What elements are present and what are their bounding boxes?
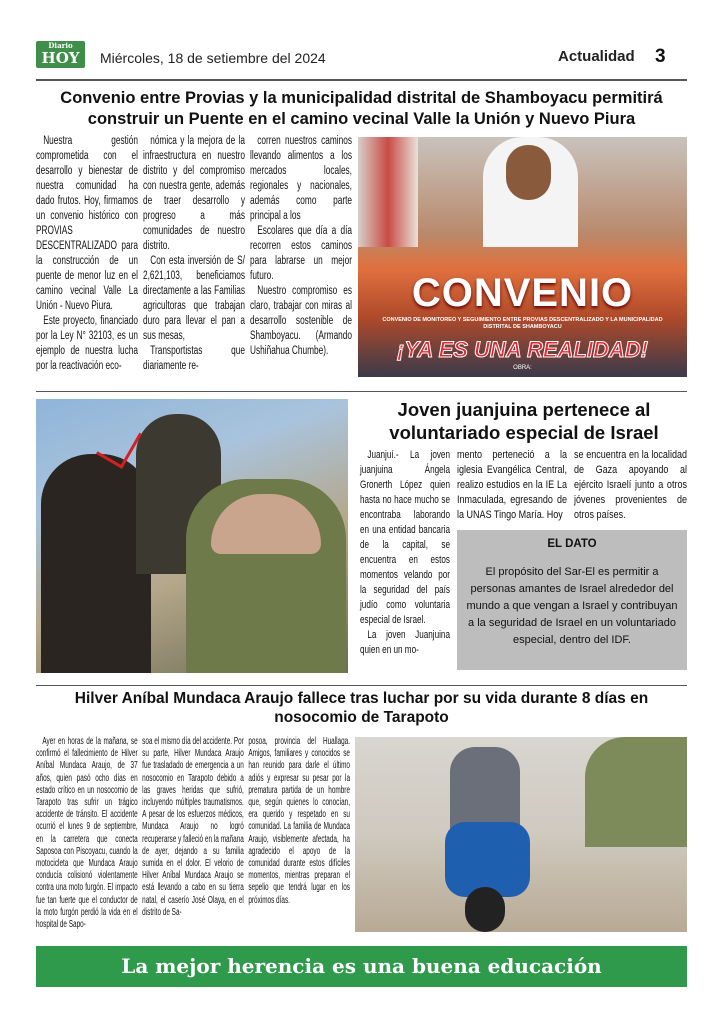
article1-col1 bbox=[36, 134, 138, 374]
article1-headline-box bbox=[36, 88, 687, 130]
section-name: Actualidad bbox=[558, 48, 635, 65]
convenio-poster-image bbox=[358, 137, 687, 377]
paragraph: Transportistas que diariamente re- bbox=[143, 345, 245, 372]
article1-body bbox=[36, 134, 352, 382]
poster-banner: ¡YA ES UNA REALIDAD! bbox=[397, 337, 648, 362]
paragraph: corren nuestros caminos llevando alimentos a los mercados locales, regionales y nacionales, además como parte principal a los bbox=[250, 135, 352, 222]
article3-columns bbox=[36, 736, 350, 931]
poster-title: CONVENIO bbox=[411, 271, 634, 315]
paragraph: soa el mismo día del accidente. Por su parte, Hilver Mundaca Araujo fue trasladado de emergencia a un nosocomio en Tarapoto debido a las graves heridas que sufrió, incluyendo múltiples traumatismos. A pesar de los esfuerzos médicos, Mundaca Araujo no logró recuperarse y falleció en la mañana de ayer, dejando a su familia sumida en el dolor. El velorio de Hilver Aníbal Mundaca Araujo se está llevando a cabo en su tierra natal, el caserío José Olaya, en el distrito de Sa- bbox=[142, 736, 244, 918]
article3-body bbox=[36, 736, 350, 934]
dato-text: El propósito del Sar-El es permitir a personas amantes de Israel alrededor del mundo a que vengan a Israel y contribuyan a la seguridad de Israel en un voluntariado especial, dentro del IDF. bbox=[466, 566, 678, 646]
paragraph: Ayer en horas de la mañana, se confirmó el fallecimiento de Hilver Aníbal Mundaca Araujo, de 37 años, quien pasó ocho días en estado crítico en un nosocomio de Tarapoto tras sufrir un trágico accidente de tránsito. El accidente ocurrió el lunes 9 de septiembre, en la carretera que conecta Saposoa con Piscoyacu, cuando la motocicleta que Mundaca Araujo conducía colisionó violentamente contra una moto furgón. El impacto fue tan fuerte que el conductor de la moto furgón perdió la vida en el hospital de Sapo- bbox=[36, 736, 138, 931]
wheel-shape bbox=[465, 887, 505, 932]
article1-col2 bbox=[143, 134, 245, 374]
paragraph: Nuestro compromiso es claro, trabajar con miras al desarrollo sostenible de Shamboyacu. (Armando Ushiñahua Chumbe). bbox=[250, 285, 352, 357]
article2-col1 bbox=[360, 448, 450, 658]
paragraph: Escolares que día a día recorren estos caminos para labrarse un mejor futuro. bbox=[250, 225, 352, 282]
logo-small-text: Diario bbox=[48, 41, 73, 50]
paragraph: posoa, provincia del Huallaga. Amigos, familiares y conocidos se han reunido para darle el último adiós y expresar su pesar por la prematura partida de un hombre que, según quienes lo conocían, era querido y respetado en su comunidad. La familia de Mundaca Araujo, visiblemente afectada, ha agradecido el apoyo de la comunidad durante estos difíciles momentos, mientras preparan el sepelio que tendrá lugar en los próximos días. bbox=[248, 736, 350, 906]
woman-shape bbox=[41, 454, 151, 673]
article3-col2 bbox=[142, 736, 244, 931]
tree-shape bbox=[585, 737, 687, 847]
article2-col2-box bbox=[457, 448, 567, 525]
section-divider bbox=[36, 685, 687, 686]
footer-slogan-banner: La mejor herencia es una buena educación bbox=[36, 946, 687, 987]
article1-columns bbox=[36, 134, 352, 374]
paragraph: Nuestra gestión comprometida con el desarrollo y bienestar de nuestra comunidad ha dado frutos. Hoy, firmamos un convenio histórico con PROVIAS DESCENTRALIZADO para la construcción de un puente de menor luz en el camino vecinal Valle La Unión - Nuevo Piura. bbox=[36, 135, 138, 312]
header-divider bbox=[36, 79, 687, 81]
section-divider bbox=[36, 391, 687, 392]
logo-big-text: HOY bbox=[41, 49, 80, 67]
face-shape bbox=[506, 145, 551, 200]
article2-col1-box bbox=[360, 448, 450, 670]
article1-col3 bbox=[250, 134, 352, 374]
dato-title: EL DATO bbox=[547, 538, 597, 550]
page-number: 3 bbox=[655, 46, 666, 67]
paragraph: se encuentra en la localidad de Gaza apoyando al ejército Israelí junto a otros jóvenes provenientes de otros países. bbox=[574, 449, 687, 521]
article2-headline-box bbox=[356, 398, 692, 445]
paragraph: mento perteneció a la iglesia Evangélica Central, realizo estudios en la IE La Inmaculada, egresando de la UNAS Tingo María. Hoy bbox=[457, 449, 567, 521]
paragraph: La joven Juanjuina quien en un mo- bbox=[360, 629, 450, 656]
diario-hoy-logo bbox=[36, 41, 85, 68]
issue-date: Miércoles, 18 de setiembre del 2024 bbox=[100, 50, 326, 66]
article3-col3 bbox=[248, 736, 350, 931]
dato-text-box bbox=[465, 564, 679, 664]
el-dato-box bbox=[457, 530, 687, 670]
paragraph: Con esta inversión de S/ 2,621,103, beneficiamos directamente a las Familias agricultoras que trabajan duro para llevar el pan a sus mesas, bbox=[143, 255, 245, 342]
article2-col3-box bbox=[574, 448, 687, 525]
article3-headline-box bbox=[60, 689, 663, 731]
motorcycle-shape bbox=[445, 822, 530, 897]
article2-headline: Joven juanjuina pertenece al voluntariado especial de Israel bbox=[389, 399, 659, 444]
article1-headline: Convenio entre Provias y la municipalidad distrital de Shamboyacu permitirá construir un Puente en el camino vecinal Valle la Unión y Nuevo Piura bbox=[60, 89, 663, 128]
poster-subtitle: CONVENIO DE MONITOREO Y SEGUIMIENTO ENTRE PROVIAS DESCENTRALIZADO Y LA MUNICIPALIDAD DISTRITAL DE SHAMBOYACU bbox=[382, 317, 663, 330]
article2-col2 bbox=[457, 448, 567, 523]
motorcycle-photo bbox=[355, 737, 687, 932]
article3-col1 bbox=[36, 736, 138, 931]
flag-shape bbox=[358, 137, 418, 247]
paragraph: Este proyecto, financiado por la Ley N° 32103, es un ejemplo de nuestra lucha por la reactivación eco- bbox=[36, 315, 138, 372]
article2-col3 bbox=[574, 448, 687, 523]
volunteer-selfie-photo bbox=[36, 399, 348, 673]
article3-headline: Hilver Aníbal Mundaca Araujo fallece tras luchar por su vida durante 8 días en nosocomio de Tarapoto bbox=[74, 690, 649, 727]
poster-obra: OBRA: bbox=[513, 365, 532, 371]
paragraph: Juanjuí.- La joven juanjuina Ángela Gronerth López quien hasta no hace mucho se encontraba laborando en una entidad bancaria de la capital, se encuentra en estos momentos velando por la seguridad del país judío como voluntaria especial de Israel. bbox=[360, 449, 450, 626]
paragraph: nómica y la mejora de la infraestructura en nuestro distrito y del compromiso con nuestra gente, además de traer desarrollo y progreso a más comunidades de nuestro distrito. bbox=[143, 135, 245, 252]
